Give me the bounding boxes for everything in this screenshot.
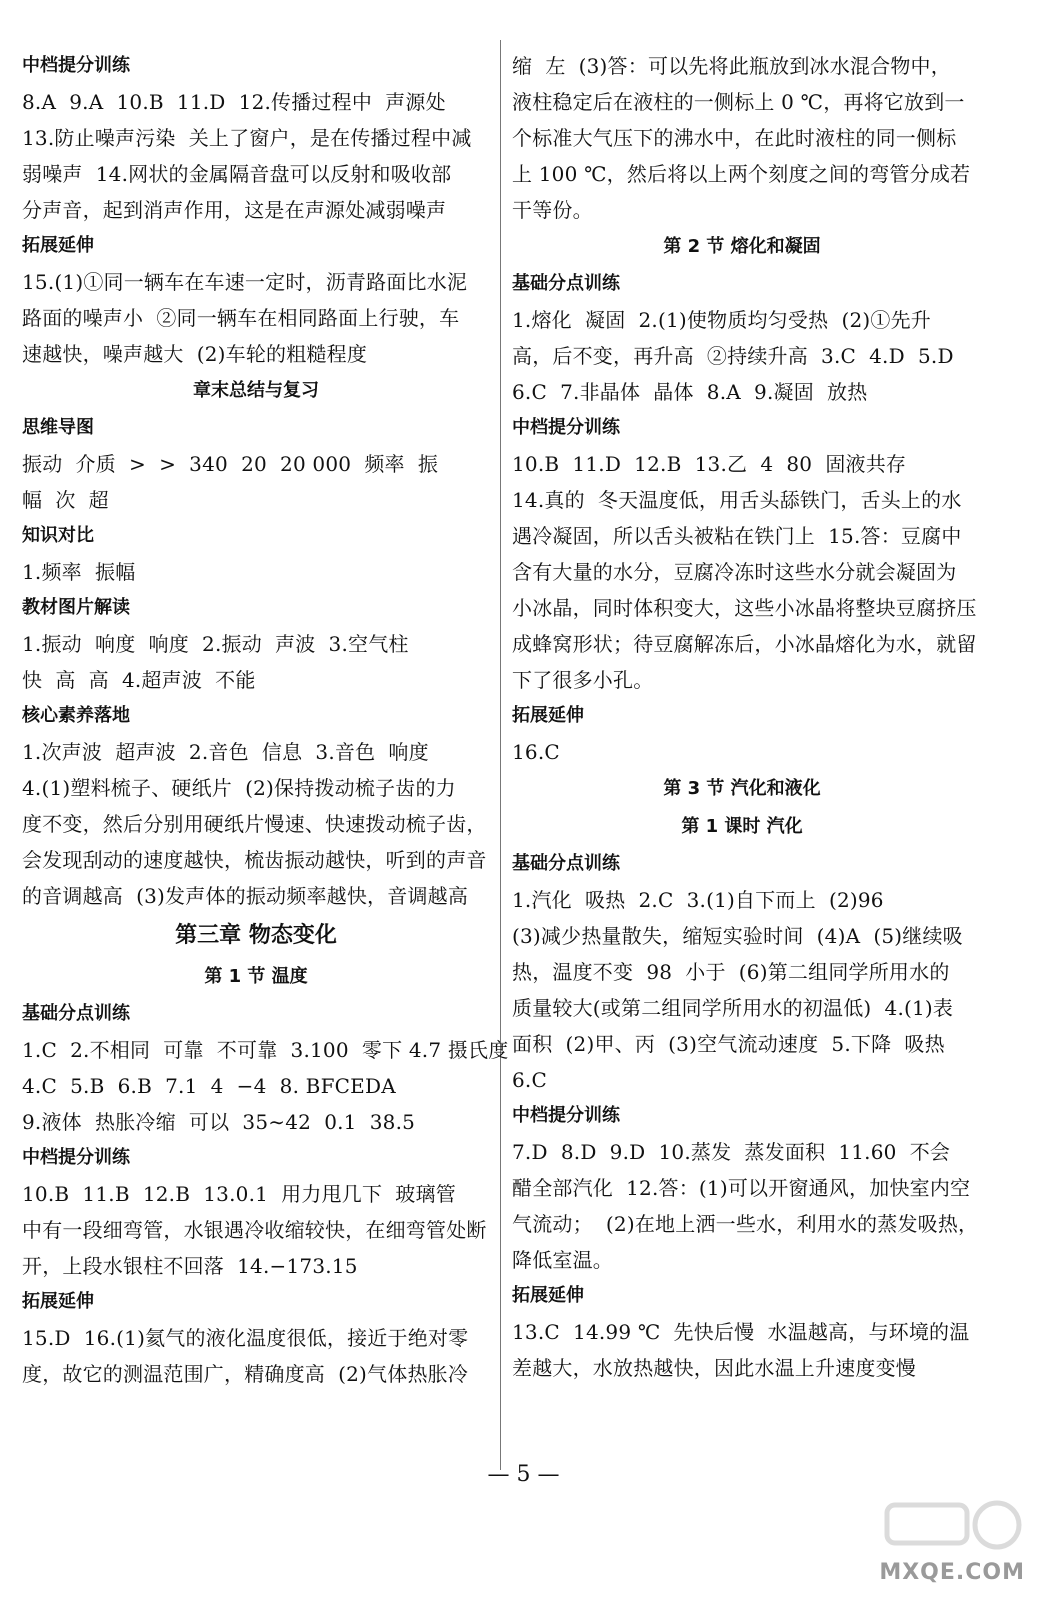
subsection-heading: 中档提分训练: [512, 1105, 620, 1126]
answer-line: 质量较大(或第二组同学所用水的初温低) 4.(1)表: [512, 996, 954, 1020]
answer-line: 醋全部汽化 12.答：(1)可以开窗通风，加快室内空: [512, 1176, 971, 1200]
section-title: 第 1 课时 汽化: [681, 816, 803, 837]
section-title: 第 3 节 汽化和液化: [663, 778, 821, 799]
answer-line: 干等份。: [512, 198, 593, 222]
section-title: 第 2 节 熔化和凝固: [663, 236, 821, 257]
answer-line: 4.(1)塑料梳子、硬纸片 (2)保持拨动梳子齿的力: [22, 776, 456, 800]
answer-line: 液柱稳定后在液柱的一侧标上 0 ℃，再将它放到一: [512, 90, 965, 114]
left-column: [22, 48, 509, 1392]
subsection-heading: 基础分点训练: [512, 853, 620, 874]
subsection-heading: 中档提分训练: [512, 417, 620, 438]
answer-line: 16.C: [512, 740, 560, 764]
answer-line: 会发现刮动的速度越快，梳齿振动越快，听到的声音: [22, 848, 487, 872]
section-title: 第 1 节 温度: [204, 966, 308, 987]
answer-line: 开，上段水银柱不回落 14.−173.15: [22, 1254, 358, 1278]
answer-line: 含有大量的水分，豆腐冷冻时这些水分就会凝固为: [512, 560, 957, 584]
answer-line: 成蜂窝形状；待豆腐解冻后，小冰晶熔化为水，就留: [512, 632, 977, 656]
answer-line: 降低室温。: [512, 1248, 613, 1272]
section-title: 章末总结与复习: [193, 380, 319, 401]
subsection-heading: 拓展延伸: [512, 1285, 584, 1306]
subsection-heading: 基础分点训练: [512, 273, 620, 294]
answer-line: 15.D 16.(1)氦气的液化温度很低，接近于绝对零: [22, 1326, 469, 1350]
page-number: — 5 —: [487, 1462, 560, 1487]
answer-line: 差越大，水放热越快，因此水温上升速度变慢: [512, 1356, 916, 1380]
answer-line: 面积 (2)甲、丙 (3)空气流动速度 5.下降 吸热: [512, 1032, 945, 1056]
answer-line: 小冰晶，同时体积变大，这些小冰晶将整块豆腐挤压: [512, 596, 977, 620]
answer-line: (3)减少热量散失，缩短实验时间 (4)A (5)继续吸: [512, 924, 963, 948]
answer-line: 分声音，起到消声作用，这是在声源处减弱噪声: [22, 198, 447, 222]
answer-line: 下了很多小孔。: [512, 668, 654, 692]
answer-line: 4.C 5.B 6.B 7.1 4 −4 8. BFCEDA: [22, 1074, 396, 1098]
answer-line: 缩 左 (3)答：可以先将此瓶放到冰水混合物中，: [512, 54, 951, 78]
answer-line: 弱噪声 14.网状的金属隔音盘可以反射和吸收部: [22, 162, 452, 186]
answer-line: 13.C 14.99 ℃ 先快后慢 水温越高，与环境的温: [512, 1320, 970, 1344]
answer-line: 13.防止噪声污染 关上了窗户，是在传播过程中减: [22, 126, 472, 150]
answer-line: 中有一段细弯管，水银遇冷收缩较快，在细弯管处断: [22, 1218, 487, 1242]
answer-line: 6.C: [512, 1068, 547, 1092]
answer-line: 个标准大气压下的沸水中，在此时液柱的同一侧标: [512, 126, 957, 150]
watermark-text: MXQE.COM: [879, 1560, 1025, 1585]
chapter-title: 第三章 物态变化: [175, 923, 337, 948]
answer-line: 1.汽化 吸热 2.C 3.(1)自下而上 (2)96: [512, 888, 884, 912]
answer-line: 度，故它的测温范围广，精确度高 (2)气体热胀冷: [22, 1362, 469, 1386]
answer-line: 度不变，然后分别用硬纸片慢速、快速拨动梳子齿，: [22, 812, 487, 836]
answer-line: 1.熔化 凝固 2.(1)使物质均匀受热 (2)①先升: [512, 308, 931, 332]
subsection-heading: 拓展延伸: [512, 705, 584, 726]
subsection-heading: 拓展延伸: [22, 1291, 94, 1312]
answer-line: 1.频率 振幅: [22, 560, 136, 584]
column-divider: [500, 40, 501, 1470]
answer-line: 14.真的 冬天温度低，用舌头舔铁门，舌头上的水: [512, 488, 962, 512]
answer-line: 1.振动 响度 响度 2.振动 声波 3.空气柱: [22, 632, 409, 656]
answer-line: 1.C 2.不相同 可靠 不可靠 3.100 零下 4.7 摄氏度: [22, 1038, 509, 1062]
answer-line: 15.(1)①同一辆车在车速一定时，沥青路面比水泥: [22, 270, 468, 294]
answer-line: 1.次声波 超声波 2.音色 信息 3.音色 响度: [22, 740, 429, 764]
subsection-heading: 拓展延伸: [22, 235, 94, 256]
answer-line: 10.B 11.B 12.B 13.0.1 用力甩几下 玻璃管: [22, 1182, 456, 1206]
answer-line: 振动 介质 > > 340 20 20 000 频率 振: [22, 452, 439, 476]
subsection-heading: 教材图片解读: [22, 597, 130, 618]
answer-line: 的音调越高 (3)发声体的振动频率越快，音调越高: [22, 884, 469, 908]
right-column: [512, 48, 979, 1386]
answer-line: 9.液体 热胀冷缩 可以 35∼42 0.1 38.5: [22, 1110, 416, 1134]
answer-line: 6.C 7.非晶体 晶体 8.A 9.凝固 放热: [512, 380, 868, 404]
subsection-heading: 思维导图: [22, 417, 94, 438]
answer-line: 7.D 8.D 9.D 10.蒸发 蒸发面积 11.60 不会: [512, 1140, 951, 1164]
subsection-heading: 知识对比: [22, 525, 94, 546]
answer-line: 上 100 ℃，然后将以上两个刻度之间的弯管分成若: [512, 162, 971, 186]
answer-line: 幅 次 超: [22, 488, 109, 512]
subsection-heading: 基础分点训练: [22, 1003, 130, 1024]
answer-line: 气流动； (2)在地上洒一些水，利用水的蒸发吸热，: [512, 1212, 979, 1236]
answer-line: 遇冷凝固，所以舌头被粘在铁门上 15.答：豆腐中: [512, 524, 962, 548]
subsection-heading: 核心素养落地: [22, 705, 130, 726]
answer-line: 速越快，噪声越大 (2)车轮的粗糙程度: [22, 342, 368, 366]
answer-line: 10.B 11.D 12.B 13.乙 4 80 固液共存: [512, 452, 907, 476]
answer-line: 8.A 9.A 10.B 11.D 12.传播过程中 声源处: [22, 90, 446, 114]
answer-line: 高，后不变，再升高 ②持续升高 3.C 4.D 5.D: [512, 344, 954, 368]
answer-line: 快 高 高 4.超声波 不能: [22, 668, 256, 692]
answer-line: 路面的噪声小 ②同一辆车在相同路面上行驶，车: [22, 306, 460, 330]
subsection-heading: 中档提分训练: [22, 1147, 130, 1168]
answer-line: 热，温度不变 98 小于 (6)第二组同学所用水的: [512, 960, 950, 984]
subsection-heading: 中档提分训练: [22, 55, 130, 76]
